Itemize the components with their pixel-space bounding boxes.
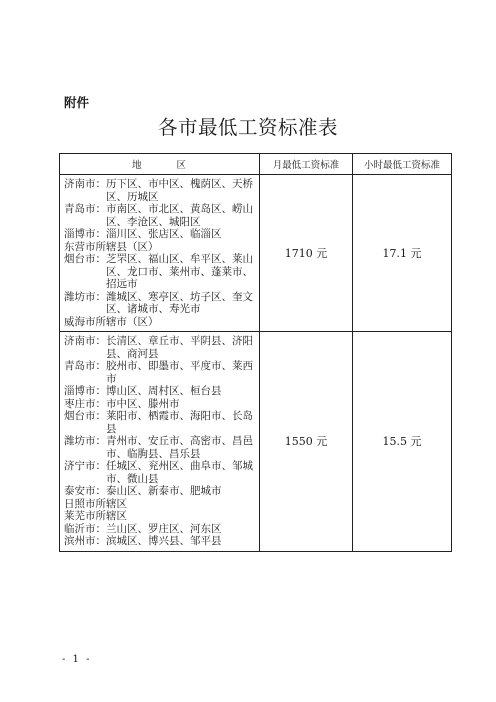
city-name: 泰安市： <box>64 485 106 497</box>
city-name: 济宁市： <box>64 460 106 472</box>
region-entry <box>64 460 256 485</box>
city-name: 东营市所辖县（区） <box>64 240 159 253</box>
region-entry <box>64 241 256 254</box>
city-name: 淄博市： <box>64 228 106 240</box>
region-entry <box>64 398 256 411</box>
hourly-wage-value: 17.1 元 <box>353 175 452 332</box>
region-entry <box>64 360 256 385</box>
document-title: 各市最低工资标准表 <box>157 116 338 139</box>
district-list: 兰山区、罗庄区、河东区 <box>106 522 222 535</box>
minimum-wage-table <box>59 153 452 552</box>
header-hourly: 小时最低工资标准 <box>353 154 452 175</box>
region-entry <box>64 523 256 536</box>
city-name: 烟台市： <box>64 253 106 265</box>
city-name: 青岛市： <box>64 360 106 372</box>
page-number: - 1 - <box>62 654 92 665</box>
header-region <box>60 154 260 175</box>
district-list: 市中区、滕州市 <box>106 397 180 410</box>
district-list: 潍城区、寒亭区、坊子区、奎文区、诸城市、寿光市 <box>106 290 253 315</box>
header-region-char-2: 区 <box>176 160 188 171</box>
region-entry <box>64 178 256 203</box>
city-name: 烟台市： <box>64 410 106 422</box>
city-name: 莱芜市所辖区 <box>64 510 127 522</box>
district-list: 任城区、兖州区、曲阜市、邹城市、微山县 <box>106 460 253 485</box>
city-name: 枣庄市： <box>64 397 106 410</box>
region-entry <box>64 535 256 548</box>
city-name: 滨州市： <box>64 535 106 547</box>
header-region-char-1: 地 <box>131 160 143 171</box>
region-entry <box>64 335 256 360</box>
city-name: 淄博市： <box>64 385 106 397</box>
district-list: 芝罘区、福山区、牟平区、莱山区、龙口市、莱州市、蓬莱市、招远市 <box>106 253 253 290</box>
header-monthly: 月最低工资标准 <box>260 154 353 175</box>
district-list: 胶州市、即墨市、平度市、莱西市 <box>106 360 253 385</box>
region-entry <box>64 410 256 435</box>
region-entry <box>64 316 256 329</box>
hourly-wage-value: 15.5 元 <box>353 332 452 552</box>
region-entry <box>64 385 256 398</box>
city-name: 青岛市： <box>64 203 106 215</box>
district-list: 青州市、安丘市、高密市、昌邑市、临朐县、昌乐县 <box>106 435 253 460</box>
table-row <box>60 175 452 332</box>
city-name: 潍坊市： <box>64 435 106 447</box>
district-list: 博山区、周村区、桓台县 <box>106 385 222 397</box>
region-entry <box>64 498 256 511</box>
district-list: 历下区、市中区、槐荫区、天桥区、历城区 <box>106 178 253 203</box>
region-cell <box>60 175 260 332</box>
city-name: 威海市所辖市（区） <box>64 315 159 328</box>
region-entry <box>64 203 256 228</box>
district-list: 莱阳市、栖霞市、海阳市、长岛县 <box>106 410 253 435</box>
region-entry <box>64 485 256 498</box>
monthly-wage-value: 1710 元 <box>260 175 353 332</box>
district-list: 滨城区、博兴县、邹平县 <box>106 535 222 547</box>
city-name: 潍坊市： <box>64 290 106 303</box>
attachment-label: 附件 <box>64 95 90 110</box>
district-list: 长清区、章丘市、平阴县、济阳县、商河县 <box>106 335 253 360</box>
region-entry <box>64 435 256 460</box>
table-header-row <box>60 154 452 175</box>
monthly-wage-value: 1550 元 <box>260 332 353 552</box>
region-entry <box>64 253 256 291</box>
region-entry <box>64 291 256 316</box>
city-name: 济南市： <box>64 335 106 347</box>
city-name: 济南市： <box>64 178 106 190</box>
region-cell <box>60 332 260 552</box>
district-list: 市南区、市北区、黄岛区、崂山区、李沧区、城阳区 <box>106 203 253 228</box>
district-list: 泰山区、新泰市、肥城市 <box>106 485 222 497</box>
table-row <box>60 332 452 552</box>
city-name: 临沂市： <box>64 522 106 535</box>
region-entry <box>64 228 256 241</box>
district-list: 淄川区、张店区、临淄区 <box>106 228 222 240</box>
city-name: 日照市所辖区 <box>64 497 127 510</box>
region-entry <box>64 510 256 523</box>
